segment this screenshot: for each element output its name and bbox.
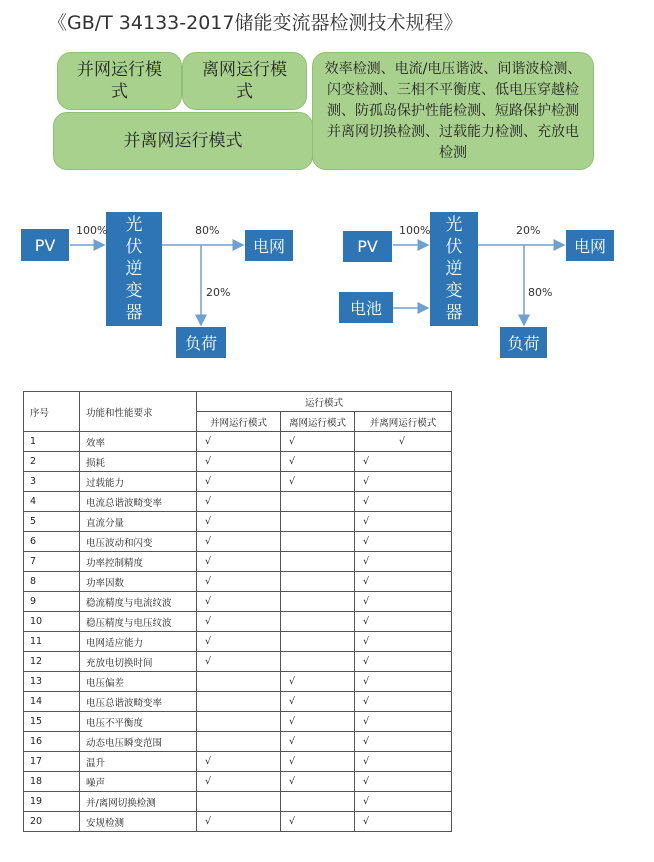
row-function: 电网适应能力 [80,632,197,652]
row-offgrid-check [281,632,355,652]
row-function: 直流分量 [80,512,197,532]
battery-box-2: 电池 [339,292,393,323]
pct-in-1: 100% [76,224,108,237]
row-number: 20 [24,812,80,832]
row-number: 9 [24,592,80,612]
both-mode-box [53,112,313,170]
row-number: 4 [24,492,80,512]
row-both-check: √ [355,692,452,712]
row-function: 功率因数 [80,572,197,592]
table-row [24,452,452,472]
pct-load-2: 80% [528,286,553,299]
row-number: 11 [24,632,80,652]
row-offgrid-check: √ [281,812,355,832]
table-row [24,532,452,552]
table-row [24,672,452,692]
row-offgrid-check [281,572,355,592]
row-both-check: √ [355,672,452,692]
row-number: 8 [24,572,80,592]
row-function: 功率控制精度 [80,552,197,572]
row-function: 稳流精度与电流纹波 [80,592,197,612]
row-number: 10 [24,612,80,632]
row-grid-check: √ [197,432,281,452]
row-offgrid-check: √ [281,432,355,452]
pv-box-2: PV [343,231,392,262]
inverter-char: 伏 [125,237,143,257]
row-offgrid-check: √ [281,712,355,732]
row-offgrid-check: √ [281,772,355,792]
row-function: 过载能力 [80,472,197,492]
inverter-char: 光 [445,215,463,235]
row-offgrid-check: √ [281,692,355,712]
row-both-check: √ [355,592,452,612]
grid-box-1: 电网 [245,230,293,261]
table-row [24,792,452,812]
row-offgrid-check [281,612,355,632]
row-function: 安规检测 [80,812,197,832]
header-grid: 并网运行模式 [197,412,281,432]
table-row [24,652,452,672]
row-function: 并/离网切换检测 [80,792,197,812]
row-both-check: √ [355,492,452,512]
table-row [24,492,452,512]
row-function: 效率 [80,432,197,452]
row-both-check: √ [355,772,452,792]
row-number: 3 [24,472,80,492]
row-number: 6 [24,532,80,552]
row-grid-check [197,712,281,732]
pct-grid-1: 80% [195,224,220,237]
row-grid-check: √ [197,812,281,832]
table-row [24,512,452,532]
table-row [24,772,452,792]
inverter-char: 变 [125,281,143,301]
row-offgrid-check: √ [281,452,355,472]
row-grid-check: √ [197,552,281,572]
row-grid-check [197,692,281,712]
row-offgrid-check [281,512,355,532]
row-function: 电流总谐波畸变率 [80,492,197,512]
row-number: 12 [24,652,80,672]
table-row [24,712,452,732]
row-both-check: √ [355,752,452,772]
table-row [24,552,452,572]
inverter-char: 器 [125,303,143,323]
row-number: 17 [24,752,80,772]
row-grid-check: √ [197,632,281,652]
row-both-check: √ [355,452,452,472]
row-number: 19 [24,792,80,812]
pct-grid-2: 20% [516,224,541,237]
pv-box-1: PV [21,229,69,261]
row-function: 电压总谐波畸变率 [80,692,197,712]
row-both-check: √ [355,552,452,572]
row-function: 电压偏差 [80,672,197,692]
inverter-char: 变 [445,281,463,301]
row-function: 电压波动和闪变 [80,532,197,552]
table-body [24,432,452,832]
inverter-box-1 [106,212,162,326]
row-grid-check: √ [197,472,281,492]
row-offgrid-check [281,492,355,512]
grid-mode-label: 并网运行模式 [77,60,162,102]
row-grid-check: √ [197,592,281,612]
row-both-check: √ [355,432,452,452]
inverter-box-2 [430,212,478,326]
row-offgrid-check [281,792,355,812]
row-grid-check: √ [197,612,281,632]
both-mode-label: 并离网运行模式 [123,131,243,151]
grid-box-2: 电网 [566,230,614,261]
row-grid-check: √ [197,652,281,672]
inverter-char: 逆 [125,259,143,279]
row-function: 噪声 [80,772,197,792]
header-offgrid: 离网运行模式 [281,412,355,432]
row-function: 电压不平衡度 [80,712,197,732]
inverter-char: 逆 [445,259,463,279]
row-offgrid-check [281,592,355,612]
row-number: 5 [24,512,80,532]
tests-text: 效率检测、电流/电压谐波、间谐波检测、闪变检测、三相不平衡度、低电压穿越检测、防孤岛保护性能检测、短路保护检测并离网切换检测、过载能力检测、充放电检测 [324,60,582,161]
offgrid-mode-box [182,52,307,110]
row-number: 18 [24,772,80,792]
row-offgrid-check: √ [281,752,355,772]
row-both-check: √ [355,712,452,732]
row-grid-check: √ [197,532,281,552]
row-both-check: √ [355,532,452,552]
row-offgrid-check: √ [281,472,355,492]
row-both-check: √ [355,632,452,652]
tests-box [312,52,594,170]
row-grid-check: √ [197,752,281,772]
header-both: 并离网运行模式 [355,412,452,432]
grid-mode-box [57,52,182,110]
row-grid-check: √ [197,772,281,792]
row-grid-check [197,672,281,692]
table-row [24,732,452,752]
table-row [24,432,452,452]
header-mode: 运行模式 [197,392,452,412]
pct-load-1: 20% [206,286,231,299]
row-number: 15 [24,712,80,732]
row-function: 温升 [80,752,197,772]
row-grid-check [197,792,281,812]
row-grid-check: √ [197,572,281,592]
row-both-check: √ [355,612,452,632]
table-row [24,692,452,712]
inverter-char: 光 [125,215,143,235]
requirements-table [23,391,452,832]
row-offgrid-check: √ [281,732,355,752]
row-function: 充放电切换时间 [80,652,197,672]
table-row [24,752,452,772]
row-offgrid-check [281,532,355,552]
row-grid-check: √ [197,452,281,472]
row-both-check: √ [355,812,452,832]
row-number: 2 [24,452,80,472]
inverter-char: 伏 [445,237,463,257]
row-offgrid-check [281,552,355,572]
row-function: 动态电压瞬变范围 [80,732,197,752]
row-grid-check: √ [197,492,281,512]
row-grid-check [197,732,281,752]
header-no: 序号 [24,392,80,432]
row-number: 1 [24,432,80,452]
table-row [24,572,452,592]
inverter-char: 器 [445,303,463,323]
row-offgrid-check: √ [281,672,355,692]
row-number: 7 [24,552,80,572]
offgrid-mode-label: 离网运行模式 [202,60,287,102]
load-box-2: 负荷 [500,327,547,358]
document-title: 《GB/T 34133-2017储能变流器检测技术规程》 [48,12,463,34]
header-func: 功能和性能要求 [80,392,197,432]
table-row [24,612,452,632]
row-grid-check: √ [197,512,281,532]
row-both-check: √ [355,472,452,492]
row-function: 稳压精度与电压纹波 [80,612,197,632]
row-both-check: √ [355,512,452,532]
row-both-check: √ [355,652,452,672]
row-both-check: √ [355,572,452,592]
table-row [24,472,452,492]
row-number: 14 [24,692,80,712]
table-row [24,592,452,612]
row-function: 损耗 [80,452,197,472]
row-number: 13 [24,672,80,692]
table-row [24,632,452,652]
row-both-check: √ [355,792,452,812]
table-row [24,812,452,832]
row-both-check: √ [355,732,452,752]
row-offgrid-check [281,652,355,672]
pct-in-2: 100% [399,224,431,237]
row-number: 16 [24,732,80,752]
load-box-1: 负荷 [176,327,226,358]
